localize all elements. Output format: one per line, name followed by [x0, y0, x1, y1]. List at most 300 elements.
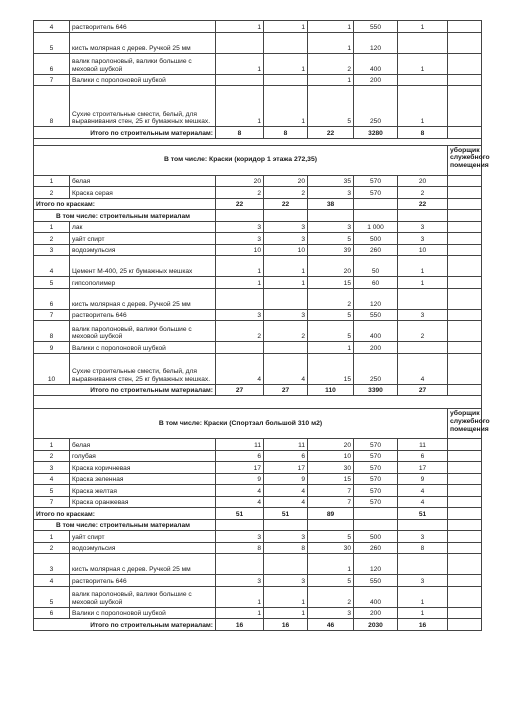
- item-name: растворитель 646: [70, 575, 216, 587]
- qty-2: 3: [264, 531, 308, 543]
- subsection-row: [34, 210, 482, 222]
- qty-final: 3: [398, 233, 448, 245]
- qty-final: 6: [398, 450, 448, 462]
- qty-1: [216, 74, 264, 86]
- total-row: [34, 384, 482, 396]
- extra-cell: [448, 321, 482, 342]
- qty-3: 10: [308, 450, 354, 462]
- item-name: Сухие строительные смести, белый, для выравнивания стен, 25 кг бумажных мешках.: [70, 353, 216, 384]
- row-number: 7: [34, 496, 70, 508]
- qty-2: 20: [264, 175, 308, 187]
- qty-3: 30: [308, 542, 354, 554]
- row-number: 9: [34, 342, 70, 354]
- item-name: Валики с поролоновой шубкой: [70, 74, 216, 86]
- qty-3: 30: [308, 462, 354, 474]
- price: 570: [354, 439, 398, 451]
- empty-cell: [264, 210, 308, 222]
- qty-2: [264, 288, 308, 309]
- qty-2: 1: [264, 586, 308, 607]
- price: 550: [354, 21, 398, 33]
- qty-3: 2: [308, 53, 354, 74]
- qty-1: 3: [216, 531, 264, 543]
- qty-final: [398, 74, 448, 86]
- price: 570: [354, 462, 398, 474]
- subsection-title: В том числе: строительным материалам: [34, 210, 216, 222]
- extra-cell: [448, 74, 482, 86]
- qty-1: 1: [216, 277, 264, 289]
- price: 60: [354, 277, 398, 289]
- qty-final: [398, 288, 448, 309]
- empty-cell: [216, 519, 264, 531]
- item-name: кисть молярная с дерев. Ручкой 25 мм: [70, 32, 216, 53]
- price: 570: [354, 473, 398, 485]
- empty-cell: [216, 210, 264, 222]
- item-name: кисть молярная с дерев. Ручкой 25 мм: [70, 554, 216, 575]
- qty-1: 3: [216, 309, 264, 321]
- total-qty-1: 22: [216, 198, 264, 210]
- qty-final: 3: [398, 221, 448, 233]
- total-qty-3: 38: [308, 198, 354, 210]
- qty-2: 2: [264, 321, 308, 342]
- price: 120: [354, 288, 398, 309]
- item-name: Валики с поролоновой шубкой: [70, 342, 216, 354]
- total-row: [34, 619, 482, 631]
- qty-final: 2: [398, 321, 448, 342]
- table-row: [34, 450, 482, 462]
- qty-3: 7: [308, 496, 354, 508]
- row-number: 4: [34, 256, 70, 277]
- qty-1: 17: [216, 462, 264, 474]
- qty-2: 3: [264, 575, 308, 587]
- total-qty-1: 8: [216, 127, 264, 139]
- price: 120: [354, 32, 398, 53]
- row-number: 6: [34, 53, 70, 74]
- qty-final: 4: [398, 485, 448, 497]
- table-row: [34, 256, 482, 277]
- qty-3: 3: [308, 607, 354, 619]
- qty-2: 8: [264, 542, 308, 554]
- qty-3: 35: [308, 175, 354, 187]
- empty-cell: [398, 519, 448, 531]
- table-row: [34, 86, 482, 127]
- total-row: [34, 198, 482, 210]
- qty-2: 4: [264, 496, 308, 508]
- qty-final: 3: [398, 575, 448, 587]
- item-name: уайт спирт: [70, 531, 216, 543]
- price: 120: [354, 554, 398, 575]
- table-row: [34, 321, 482, 342]
- price: 200: [354, 607, 398, 619]
- total-label: Итого по краскам:: [34, 508, 216, 520]
- item-name: кисть молярная с дерев. Ручкой 25 мм: [70, 288, 216, 309]
- row-number: 2: [34, 450, 70, 462]
- price: 50: [354, 256, 398, 277]
- qty-2: 1: [264, 21, 308, 33]
- table-row: [34, 554, 482, 575]
- price: 250: [354, 86, 398, 127]
- item-name: валик паролоновый, валики большие с меховой шубкой: [70, 321, 216, 342]
- row-number: 7: [34, 309, 70, 321]
- qty-final: 2: [398, 187, 448, 199]
- total-qty-2: 8: [264, 127, 308, 139]
- total-qty-final: 27: [398, 384, 448, 396]
- total-qty-final: 22: [398, 198, 448, 210]
- table-row: [34, 531, 482, 543]
- row-number: 6: [34, 288, 70, 309]
- total-price: 2030: [354, 619, 398, 631]
- qty-final: [398, 32, 448, 53]
- row-number: 2: [34, 233, 70, 245]
- price: 550: [354, 309, 398, 321]
- price: 400: [354, 321, 398, 342]
- qty-final: 9: [398, 473, 448, 485]
- section-header-row: [34, 409, 482, 439]
- item-name: уайт спирт: [70, 233, 216, 245]
- qty-1: 3: [216, 221, 264, 233]
- empty-cell: [308, 519, 354, 531]
- table-row: [34, 244, 482, 256]
- qty-3: 3: [308, 221, 354, 233]
- price: 570: [354, 485, 398, 497]
- extra-cell: [448, 450, 482, 462]
- qty-3: 2: [308, 586, 354, 607]
- qty-2: [264, 32, 308, 53]
- price: 260: [354, 244, 398, 256]
- table-row: [34, 21, 482, 33]
- table-row: [34, 53, 482, 74]
- qty-2: 11: [264, 439, 308, 451]
- qty-1: 2: [216, 321, 264, 342]
- qty-3: 5: [308, 233, 354, 245]
- qty-final: 20: [398, 175, 448, 187]
- table-row: [34, 462, 482, 474]
- row-number: 8: [34, 86, 70, 127]
- extra-cell: [448, 256, 482, 277]
- total-qty-final: 51: [398, 508, 448, 520]
- price: 200: [354, 74, 398, 86]
- spacer-cell: [34, 138, 482, 145]
- row-number: 3: [34, 462, 70, 474]
- extra-cell: [448, 198, 482, 210]
- total-qty-final: 16: [398, 619, 448, 631]
- qty-final: 3: [398, 309, 448, 321]
- total-price: [354, 508, 398, 520]
- total-qty-final: 8: [398, 127, 448, 139]
- extra-cell: [448, 384, 482, 396]
- qty-1: [216, 554, 264, 575]
- qty-2: [264, 342, 308, 354]
- extra-cell: [448, 462, 482, 474]
- row-number: 2: [34, 542, 70, 554]
- row-number: 5: [34, 277, 70, 289]
- item-name: Краска зеленная: [70, 473, 216, 485]
- qty-3: 1: [308, 74, 354, 86]
- extra-cell: [448, 342, 482, 354]
- table-row: [34, 607, 482, 619]
- extra-cell: [448, 32, 482, 53]
- qty-1: 1: [216, 21, 264, 33]
- qty-final: 1: [398, 256, 448, 277]
- table-row: [34, 309, 482, 321]
- qty-3: 3: [308, 187, 354, 199]
- table-row: [34, 175, 482, 187]
- total-qty-2: 51: [264, 508, 308, 520]
- table-row: [34, 277, 482, 289]
- total-qty-3: 22: [308, 127, 354, 139]
- extra-cell: [448, 233, 482, 245]
- price: 1 000: [354, 221, 398, 233]
- item-name: белая: [70, 175, 216, 187]
- item-name: Краска коричневая: [70, 462, 216, 474]
- room-label: уборщик служебного помещения: [448, 409, 482, 439]
- qty-final: 4: [398, 353, 448, 384]
- qty-1: 2: [216, 187, 264, 199]
- row-number: 5: [34, 32, 70, 53]
- qty-1: 1: [216, 53, 264, 74]
- extra-cell: [448, 619, 482, 631]
- total-label: Итого по строительным материалам:: [34, 384, 216, 396]
- row-number: 5: [34, 586, 70, 607]
- item-name: гипсополимер: [70, 277, 216, 289]
- empty-cell: [398, 210, 448, 222]
- total-qty-1: 16: [216, 619, 264, 631]
- extra-cell: [448, 607, 482, 619]
- price: 400: [354, 53, 398, 74]
- qty-final: 1: [398, 277, 448, 289]
- qty-3: 1: [308, 21, 354, 33]
- subsection-row: [34, 519, 482, 531]
- qty-1: [216, 288, 264, 309]
- row-number: 1: [34, 221, 70, 233]
- subsection-title: В том числе: строительным материалам: [34, 519, 216, 531]
- section-title: В том числе: Краски (коридор 1 этажа 272,35): [34, 145, 448, 175]
- item-name: лак: [70, 221, 216, 233]
- qty-final: 4: [398, 496, 448, 508]
- price: 250: [354, 353, 398, 384]
- row-number: 6: [34, 607, 70, 619]
- table-row: [34, 288, 482, 309]
- qty-1: 3: [216, 233, 264, 245]
- table-row: [34, 233, 482, 245]
- qty-3: 20: [308, 256, 354, 277]
- qty-3: 1: [308, 554, 354, 575]
- qty-1: 4: [216, 496, 264, 508]
- qty-2: 4: [264, 485, 308, 497]
- item-name: Краска желтая: [70, 485, 216, 497]
- qty-3: 15: [308, 353, 354, 384]
- materials-sheet: [33, 20, 490, 631]
- item-name: водоэмульсия: [70, 542, 216, 554]
- qty-3: 5: [308, 86, 354, 127]
- section-title: В том числе: Краски (Спортзал большой 310 м2): [34, 409, 448, 439]
- price: 260: [354, 542, 398, 554]
- qty-1: 9: [216, 473, 264, 485]
- extra-cell: [448, 187, 482, 199]
- total-label: Итого по краскам:: [34, 198, 216, 210]
- qty-2: 2: [264, 187, 308, 199]
- price: 550: [354, 575, 398, 587]
- table-row: [34, 496, 482, 508]
- row-number: 7: [34, 74, 70, 86]
- total-qty-2: 16: [264, 619, 308, 631]
- price: 500: [354, 233, 398, 245]
- extra-cell: [448, 221, 482, 233]
- qty-3: 15: [308, 277, 354, 289]
- extra-cell: [448, 309, 482, 321]
- empty-cell: [308, 210, 354, 222]
- table-row: [34, 74, 482, 86]
- qty-final: 10: [398, 244, 448, 256]
- price: 570: [354, 175, 398, 187]
- qty-3: 2: [308, 288, 354, 309]
- row-number: 1: [34, 175, 70, 187]
- total-row: [34, 508, 482, 520]
- extra-cell: [448, 127, 482, 139]
- qty-2: 9: [264, 473, 308, 485]
- empty-cell: [354, 210, 398, 222]
- qty-1: [216, 342, 264, 354]
- total-label: Итого по строительным материалам:: [34, 619, 216, 631]
- extra-cell: [448, 288, 482, 309]
- extra-cell: [448, 86, 482, 127]
- qty-1: 3: [216, 575, 264, 587]
- extra-cell: [448, 531, 482, 543]
- extra-cell: [448, 496, 482, 508]
- empty-cell: [354, 519, 398, 531]
- qty-3: 39: [308, 244, 354, 256]
- extra-cell: [448, 53, 482, 74]
- table-row: [34, 485, 482, 497]
- item-name: водоэмульсия: [70, 244, 216, 256]
- qty-3: 1: [308, 32, 354, 53]
- qty-2: 1: [264, 86, 308, 127]
- qty-final: 11: [398, 439, 448, 451]
- item-name: Цемент М-400, 25 кг бумажных мешках: [70, 256, 216, 277]
- item-name: белая: [70, 439, 216, 451]
- row-number: 4: [34, 21, 70, 33]
- extra-cell: [448, 575, 482, 587]
- price: 400: [354, 586, 398, 607]
- qty-3: 1: [308, 342, 354, 354]
- item-name: растворитель 646: [70, 309, 216, 321]
- row-number: 8: [34, 321, 70, 342]
- table-row: [34, 575, 482, 587]
- row-number: 4: [34, 575, 70, 587]
- qty-1: 11: [216, 439, 264, 451]
- qty-3: 5: [308, 531, 354, 543]
- item-name: валик паролоновый, валики большие с меховой шубкой: [70, 53, 216, 74]
- item-name: Сухие строительные смести, белый, для выравнивания стен, 25 кг бумажных мешках.: [70, 86, 216, 127]
- qty-3: 5: [308, 321, 354, 342]
- item-name: растворитель 646: [70, 21, 216, 33]
- room-label: уборщик служебного помещения: [448, 145, 482, 175]
- qty-2: 3: [264, 233, 308, 245]
- total-qty-3: 110: [308, 384, 354, 396]
- extra-cell: [448, 439, 482, 451]
- table-row: [34, 473, 482, 485]
- total-price: 3390: [354, 384, 398, 396]
- price: 570: [354, 450, 398, 462]
- qty-1: 4: [216, 353, 264, 384]
- qty-3: 15: [308, 473, 354, 485]
- spacer-row: [34, 138, 482, 145]
- qty-2: 1: [264, 53, 308, 74]
- qty-2: 3: [264, 309, 308, 321]
- qty-final: 17: [398, 462, 448, 474]
- table-row: [34, 542, 482, 554]
- total-row: [34, 127, 482, 139]
- price: 570: [354, 187, 398, 199]
- qty-final: 1: [398, 53, 448, 74]
- extra-cell: [448, 353, 482, 384]
- qty-2: 1: [264, 277, 308, 289]
- total-price: [354, 198, 398, 210]
- item-name: Валики с поролоновой шубкой: [70, 607, 216, 619]
- total-qty-2: 22: [264, 198, 308, 210]
- table-row: [34, 187, 482, 199]
- total-price: 3280: [354, 127, 398, 139]
- qty-1: 1: [216, 586, 264, 607]
- table-row: [34, 353, 482, 384]
- qty-1: 6: [216, 450, 264, 462]
- price: 570: [354, 496, 398, 508]
- qty-1: 20: [216, 175, 264, 187]
- qty-1: 8: [216, 542, 264, 554]
- qty-1: 10: [216, 244, 264, 256]
- qty-2: 4: [264, 353, 308, 384]
- qty-2: 1: [264, 607, 308, 619]
- empty-cell: [448, 519, 482, 531]
- row-number: 1: [34, 439, 70, 451]
- qty-final: [398, 342, 448, 354]
- qty-2: 3: [264, 221, 308, 233]
- row-number: 1: [34, 531, 70, 543]
- qty-1: 4: [216, 485, 264, 497]
- section-header-row: [34, 145, 482, 175]
- qty-final: 1: [398, 21, 448, 33]
- price: 500: [354, 531, 398, 543]
- qty-2: 1: [264, 256, 308, 277]
- empty-cell: [448, 210, 482, 222]
- item-name: Краска серая: [70, 187, 216, 199]
- row-number: 5: [34, 485, 70, 497]
- table-row: [34, 342, 482, 354]
- item-name: Краска оранжевая: [70, 496, 216, 508]
- total-qty-3: 89: [308, 508, 354, 520]
- row-number: 2: [34, 187, 70, 199]
- extra-cell: [448, 542, 482, 554]
- qty-1: 1: [216, 256, 264, 277]
- extra-cell: [448, 277, 482, 289]
- row-number: 3: [34, 554, 70, 575]
- extra-cell: [448, 485, 482, 497]
- row-number: 3: [34, 244, 70, 256]
- qty-3: 5: [308, 309, 354, 321]
- qty-2: [264, 74, 308, 86]
- materials-table: [33, 20, 490, 631]
- qty-final: 1: [398, 607, 448, 619]
- qty-2: [264, 554, 308, 575]
- materials-table-body: [34, 21, 490, 631]
- qty-2: 17: [264, 462, 308, 474]
- table-row: [34, 32, 482, 53]
- extra-cell: [448, 473, 482, 485]
- qty-3: 5: [308, 575, 354, 587]
- qty-final: [398, 554, 448, 575]
- total-qty-3: 46: [308, 619, 354, 631]
- qty-3: 7: [308, 485, 354, 497]
- extra-cell: [448, 554, 482, 575]
